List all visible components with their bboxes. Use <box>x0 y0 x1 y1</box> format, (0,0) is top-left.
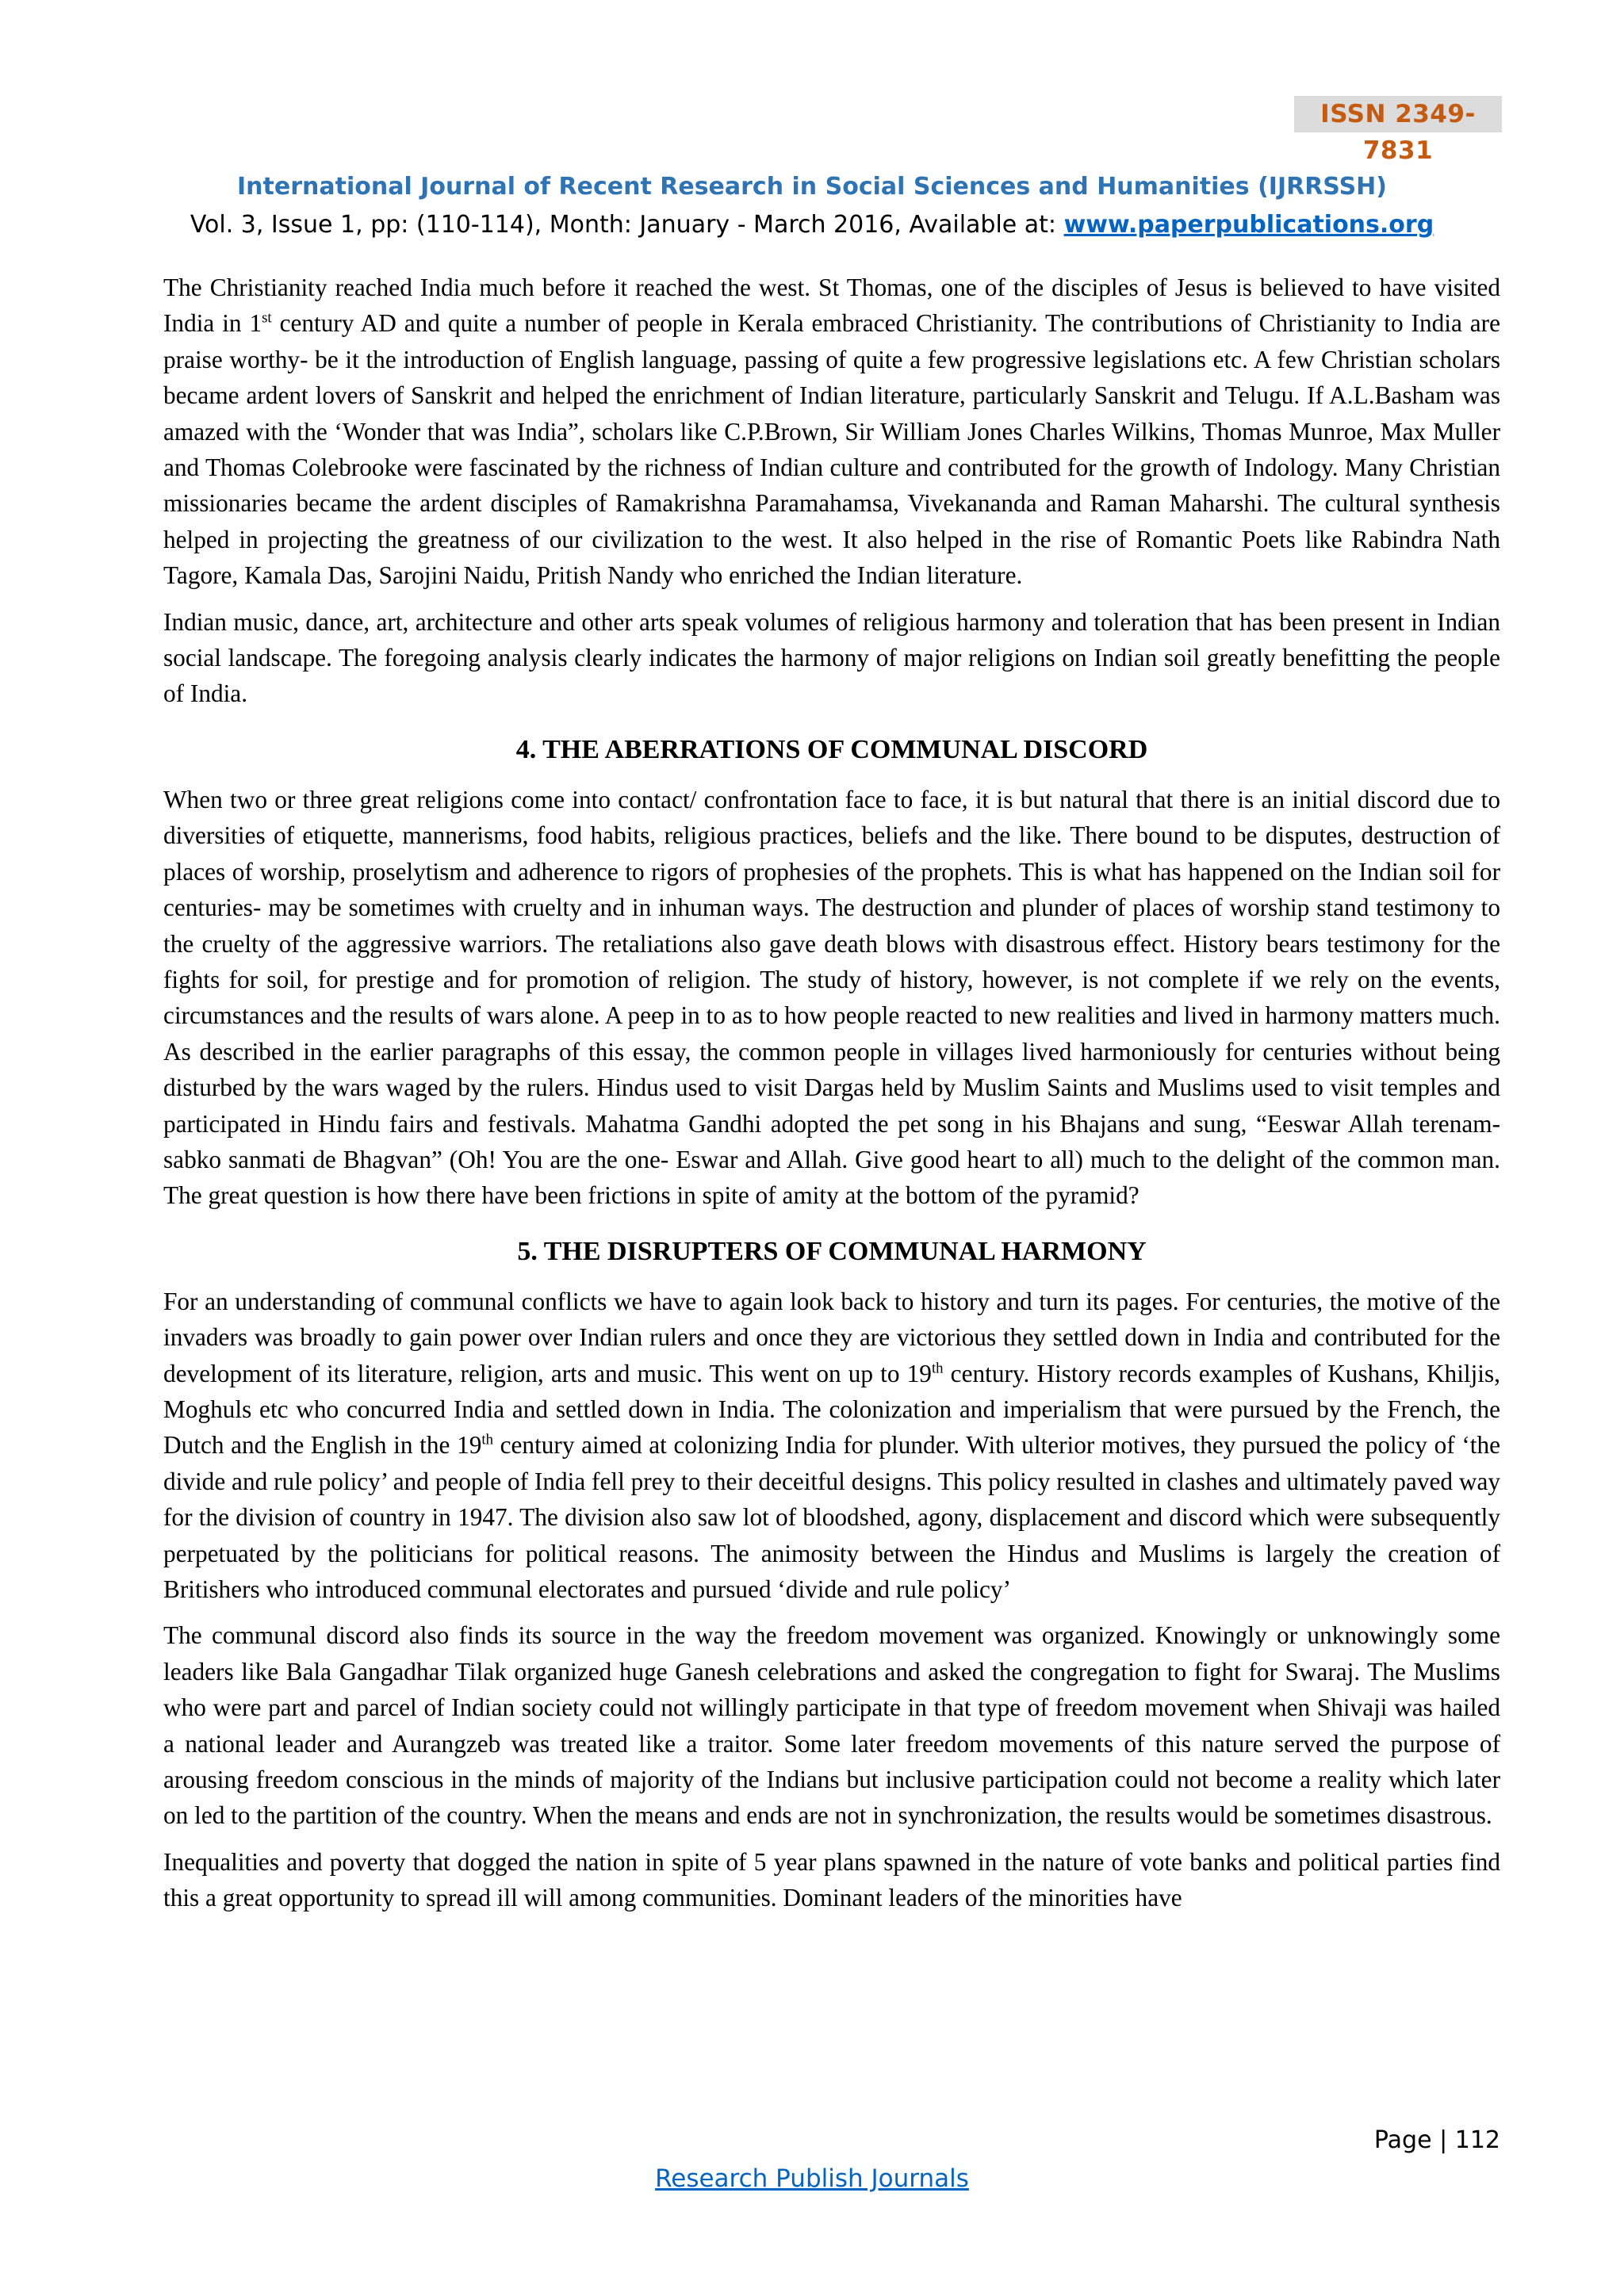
paragraph-text: The Christianity reached India much before it reached the west. St Thomas, one of the disciples of Jesus is believed to have visited India in 1 <box>163 274 1500 338</box>
superscript: th <box>481 1431 493 1448</box>
section-heading-4: 4. THE ABERRATIONS OF COMMUNAL DISCORD <box>515 734 1148 764</box>
paragraph: When two or three great religions come into contact/ confrontation face to face, it is but natural that there is an initial discord due to diversities of etiquette, mannerisms, food habits, religious practices, beliefs and the like. There bound to be disputes, destruction of places of worship, proselytism and adherence to rigors of prophesies of the prophets. This is what has happened on the Indian soil for centuries- may be sometimes with cruelty and in inhuman ways. The destruction and plunder of places of worship stand testimony to the cruelty of the aggressive warriors. The retaliations also gave death blows with disastrous effect. History bears testimony for the fights for soil, for prestige and for promotion of religion. The study of history, however, is not complete if we rely on the events, circumstances and the results of wars alone. A peep in to as to how people reacted to new realities and lived in harmony matters much. As described in the earlier paragraphs of this essay, the common people in villages lived harmoniously for centuries without being disturbed by the wars waged by the rulers. Hindus used to visit Dargas held by Muslim Saints and Muslims used to visit temples and participated in Hindu fairs and festivals. Mahatma Gandhi adopted the pet song in his Bhajans and sung, “Eeswar Allah terenam- sabko sanmati de Bhagvan” (Oh! You are the one- Eswar and Allah. Give good heart to all) much to the delight of the common man. The great question is how there have been frictions in spite of amity at the bottom of the pyramid? <box>163 785 1500 1210</box>
paragraph: Indian music, dance, art, architecture and other arts speak volumes of religious harmony and toleration that has been present in Indian social landscape. The foregoing analysis clearly indicates the harmony of major religions on Indian soil greatly benefitting the people of India. <box>163 607 1500 708</box>
journal-info <box>0 211 1624 239</box>
section-heading-5: 5. THE DISRUPTERS OF COMMUNAL HARMONY <box>517 1236 1147 1266</box>
superscript: th <box>931 1360 944 1377</box>
journal-info-text: Vol. 3, Issue 1, pp: (110-114), Month: January - March 2016, Available at: <box>190 211 1064 239</box>
paragraph-text: century. History records examples of Kushans, Khiljis, Moghuls etc who concurred India and settled down in India. The colonization and imperialism that were pursued by the French, the Dutch and the English in the 19 <box>163 1359 1500 1460</box>
paragraph: Inequalities and poverty that dogged the nation in spite of 5 year plans spawned in the nature of vote banks and political parties find this a great opportunity to spread ill will among communities. Dominant leaders of the minorities have <box>163 1847 1500 1912</box>
page-number: Page | 112 <box>1373 2126 1500 2154</box>
paragraph <box>163 1284 1500 1608</box>
journal-url-link[interactable]: www.paperpublications.org <box>1063 211 1434 239</box>
paragraph-text: century aimed at colonizing India for plunder. With ulterior motives, they pursued the policy of ‘the divide and rule policy’ and people of India fell prey to their deceitful designs. This policy resulted in clashes and ultimately paved way for the division of country in 1947. The division also saw lot of bloodshed, agony, displacement and discord which were subsequently perpetuated by the politicians for political reasons. The animosity between the Hindus and Muslims is largely the creation of Britishers who introduced communal electorates and pursued ‘divide and rule policy’ <box>163 1431 1500 1603</box>
journal-title: International Journal of Recent Research in Social Sciences and Humanities (IJRRSSH) <box>237 173 1387 201</box>
paragraph: The communal discord also finds its source in the way the freedom movement was organized. Knowingly or unknowingly some leaders like Bala Gangadhar Tilak organized huge Ganesh celebrations and asked the congregation to fight for Swaraj. The Muslims who were part and parcel of Indian society could not willingly participate in that type of freedom movement when Shivaji was hailed a national leader and Aurangzeb was treated like a traitor. Some later freedom movements of this nature served the purpose of arousing freedom conscious in the minds of majority of the Indians but inclusive participation could not become a reality which later on led to the partition of the country. When the means and ends are not in synchronization, the results would be sometimes disastrous. <box>163 1621 1500 1830</box>
paragraph-text: For an understanding of communal conflicts we have to again look back to history and turn its pages. For centuries, the motive of the invaders was broadly to gain power over Indian rulers and once they are victorious they settled down in India and contributed for the development of its literature, religion, arts and music. This went on up to 19 <box>163 1287 1500 1387</box>
footer <box>0 2164 1624 2193</box>
paragraph <box>163 270 1500 594</box>
paragraph-text: century AD and quite a number of people in Kerala embraced Christianity. The contributions of Christianity to India are praise worthy- be it the introduction of English language, passing of quite a few progressive legislations etc. A few Christian scholars became ardent lovers of Sanskrit and helped the enrichment of Indian literature, particularly Sanskrit and Telugu. If A.L.Basham was amazed with the ‘Wonder that was India”, scholars like C.P.Brown, Sir William Jones Charles Wilkins, Thomas Munroe, Max Muller and Thomas Colebrooke were fascinated by the richness of Indian culture and contributed for the growth of Indology. Many Christian missionaries became the ardent disciples of Ramakrishna Paramahamsa, Vivekananda and Raman Maharshi. The cultural synthesis helped in projecting the greatness of our civilization to the west. It also helped in the rise of Romantic Poets like Rabindra Nath Tagore, Kamala Das, Sarojini Naidu, Pritish Nandy who enriched the Indian literature. <box>163 309 1500 590</box>
issn-label: ISSN 2349-7831 <box>1294 96 1502 132</box>
publisher-link[interactable]: Research Publish Journals <box>655 2164 969 2193</box>
article-body <box>163 270 1500 1927</box>
superscript: st <box>262 309 272 327</box>
